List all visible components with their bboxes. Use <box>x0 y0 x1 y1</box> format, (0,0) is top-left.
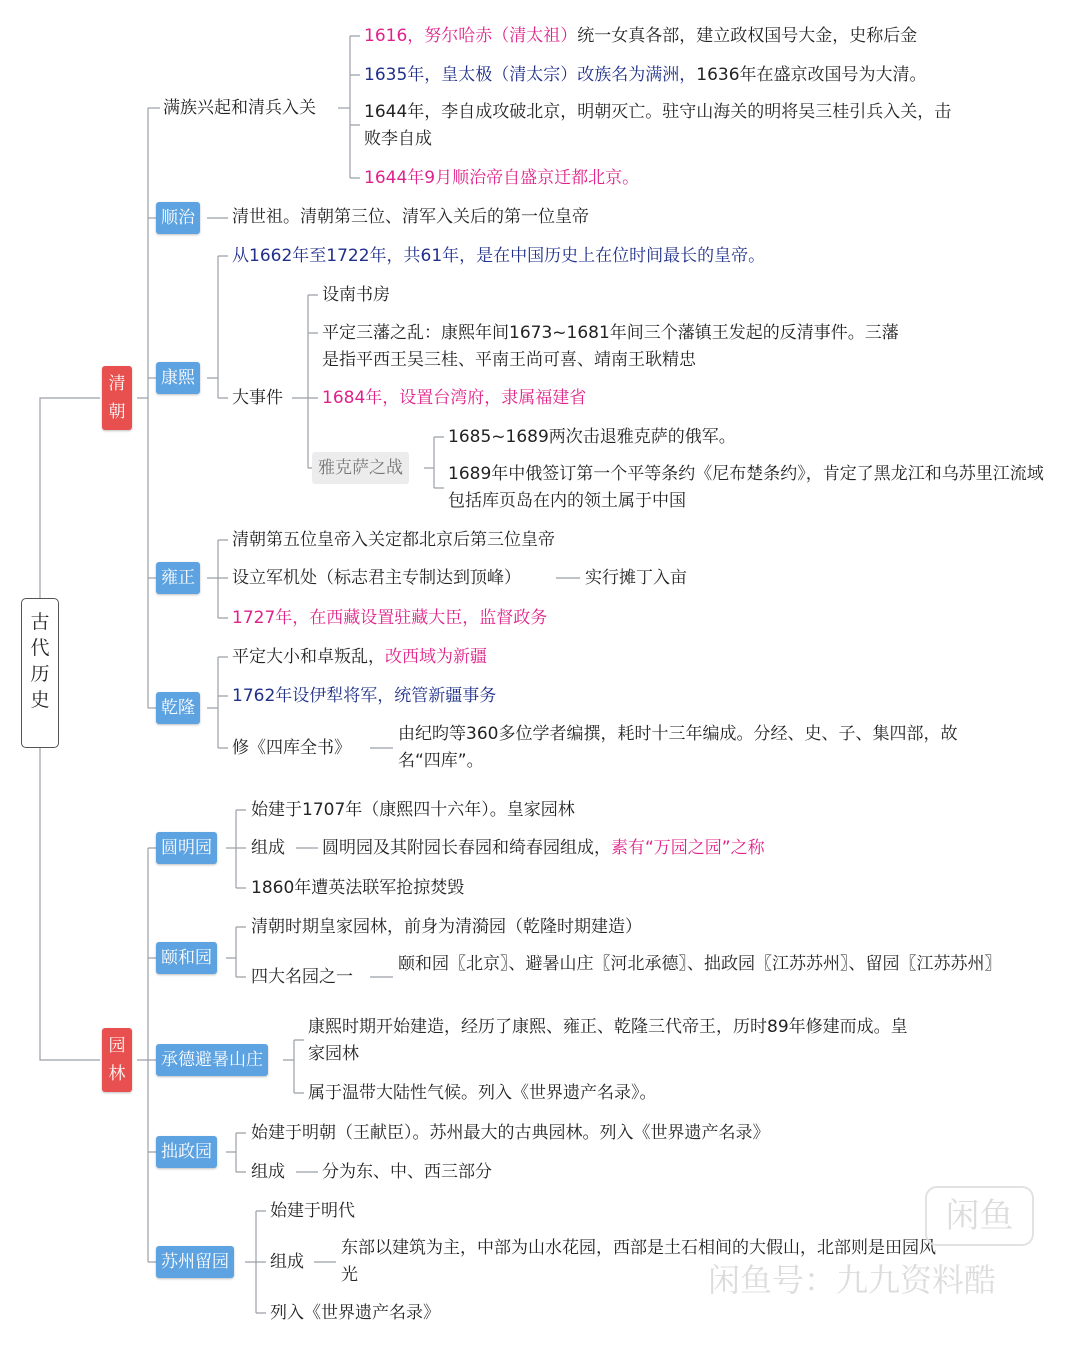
liuyuan-node: 苏州留园 <box>156 1246 234 1278</box>
qing-dynasty-node: 清朝 <box>102 366 132 430</box>
yihe-item-1: 清朝时期皇家园林，前身为清漪园（乾隆时期建造） <box>251 917 642 937</box>
four-gardens-list: 颐和园〖北京〗、避暑山庄〖河北承德〗、拙政园〖江苏苏州〗、留园〖江苏苏州〗 <box>398 954 1002 974</box>
yaksa-item-1: 1685~1689两次击退雅克萨的俄军。 <box>448 427 736 447</box>
yaksa-node: 雅克萨之战 <box>312 452 409 484</box>
zhuozheng-item-1: 始建于明朝（王献臣）。苏州最大的古典园林。列入《世界遗产名录》 <box>251 1123 770 1143</box>
kangxi-event-3: 1684年，设置台湾府，隶属福建省 <box>322 388 587 408</box>
yuanming-item-2: 组成 <box>251 838 285 858</box>
yuanming-item-3: 1860年遭英法联军抢掠焚毁 <box>251 878 465 898</box>
qianlong-item-3: 修《四库全书》 <box>232 738 351 758</box>
liuyuan-item-2: 组成 <box>270 1252 304 1272</box>
yuanming-item-1: 始建于1707年（康熙四十六年）。皇家园林 <box>251 800 575 820</box>
qianlong-item-1: 平定大小和卓叛乱，改西域为新疆 <box>232 647 487 667</box>
zhuozheng-item-2b: 分为东、中、西三部分 <box>322 1162 492 1182</box>
yongzheng-node: 雍正 <box>156 562 200 594</box>
liuyuan-item-3: 列入《世界遗产名录》 <box>270 1303 440 1323</box>
kangxi-event-1: 设南书房 <box>322 285 390 305</box>
manchu-item-1616: 1616，努尔哈赤（清太祖）统一女真各部，建立政权国号大金，史称后金 <box>364 26 918 46</box>
manchu-item-1644: 1644年，李自成攻破北京，明朝灭亡。驻守山海关的明将吴三桂引兵入关，击败李自成 <box>364 102 952 149</box>
manchu-item-1635: 1635年，皇太极（清太宗）改族名为满洲，1636年在盛京改国号为大清。 <box>364 65 927 85</box>
kangxi-reign: 从1662年至1722年，共61年，是在中国历史上在位时间最长的皇帝。 <box>232 246 766 266</box>
chengde-node: 承德避暑山庄 <box>156 1044 268 1076</box>
yongzheng-item-2: 设立军机处（标志君主专制达到顶峰） <box>232 568 521 588</box>
liuyuan-item-1: 始建于明代 <box>270 1201 355 1221</box>
garden-node: 园林 <box>102 1028 132 1092</box>
kangxi-event-2: 平定三藩之乱：康熙年间1673~1681年间三个藩镇王发起的反清事件。三藩是指平西王吴三桂、平南王尚可喜、靖南王耿精忠 <box>322 323 899 370</box>
yihe-node: 颐和园 <box>156 942 217 974</box>
yongzheng-item-3: 1727年，在西藏设置驻藏大臣，监督政务 <box>232 608 548 628</box>
shunzhi-text: 清世祖。清朝第三位、清军入关后的第一位皇帝 <box>232 207 589 227</box>
yihe-item-2: 四大名园之一 <box>251 967 353 987</box>
kangxi-events-node: 大事件 <box>232 388 283 408</box>
zhuozheng-node: 拙政园 <box>156 1136 217 1168</box>
watermark-logo: 闲鱼 <box>925 1186 1034 1246</box>
watermark-text: 闲鱼号：九九资料酷 <box>708 1261 997 1299</box>
chengde-item-2: 属于温带大陆性气候。列入《世界遗产名录》。 <box>308 1083 657 1103</box>
manchu-item-1644-9: 1644年9月顺治帝自盛京迁都北京。 <box>364 168 640 188</box>
manchu-rise-node: 满族兴起和清兵入关 <box>163 98 316 118</box>
liuyuan-item-2b: 东部以建筑为主，中部为山水花园，西部是土石相间的大假山，北部则是田园风光 <box>341 1238 936 1285</box>
yuanming-item-2b: 圆明园及其附园长春园和绮春园组成，素有“万园之园”之称 <box>322 838 765 858</box>
siku-description: 由纪昀等360多位学者编撰，耗时十三年编成。分经、史、子、集四部，故名“四库”。 <box>398 724 958 771</box>
kangxi-node: 康熙 <box>156 362 200 394</box>
chengde-item-1: 康熙时期开始建造，经历了康熙、雍正、乾隆三代帝王，历时89年修建而成。皇家园林 <box>308 1017 908 1064</box>
zhuozheng-item-2: 组成 <box>251 1162 285 1182</box>
yaksa-item-2: 1689年中俄签订第一个平等条约《尼布楚条约》，肯定了黑龙江和乌苏里江流域包括库页岛在内的领土属于中国 <box>448 464 1044 511</box>
shunzhi-node: 顺治 <box>156 202 200 234</box>
qianlong-node: 乾隆 <box>156 692 200 724</box>
yongzheng-item-1: 清朝第五位皇帝入关定都北京后第三位皇帝 <box>232 530 555 550</box>
qianlong-item-2: 1762年设伊犁将军，统管新疆事务 <box>232 686 497 706</box>
root-node: 古代历史 <box>21 598 59 748</box>
yuanming-node: 圆明园 <box>156 832 217 864</box>
yongzheng-item-2b: 实行摊丁入亩 <box>585 568 687 588</box>
